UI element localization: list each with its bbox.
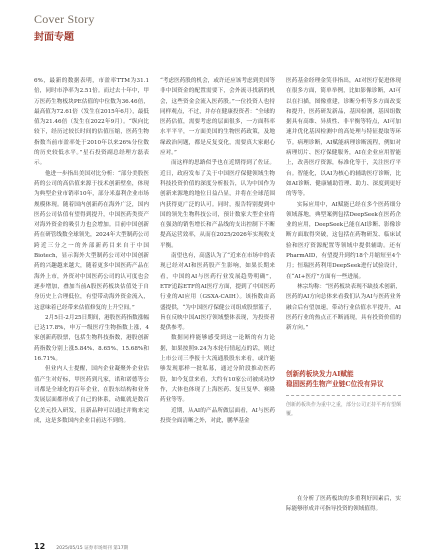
article-paragraph: 医药基金经理金笑非指出，AI对医疗促进体现在很多方面，简单举例，比如影像诊断，AI可以在扫描，图像重建，诊断分析等多方面改变和提升，医药研发新品，基因检测，基因组数据具有高维、异质性、非平衡等特点，AI可加速并优化基因检测中的高处理与特征提取等环节。病理诊断，AI赋能病理诊断流程，例如对病理切片、医疗保健服务，AI在企业应用智能上，改善医疗资源，标准化等于，关注医疗平台。智能化，以AI为核心的辅助医疗诊断，比如AI诊断、健康辅助管理、助力、深度到更好的等等。	[286, 78, 401, 198]
divider	[286, 395, 401, 396]
article-column-3	[286, 76, 401, 368]
article-paragraph: 2月5日-2月25日期间，港股医药指数涨幅已达17.8%，申万一级医疗生物指数上涨，4家创新药股票，包括生物科技指数，港股创新药指数分别上涨5.84%、8.65%、15.68%和16.71%。	[34, 314, 149, 363]
page-number: 12	[34, 542, 46, 551]
article-paragraph: 林宗均称：“医药板块表现不缺技术创新，医药的AI方向总体来看我们认为AI与医药业务融合后有望加速，带动行业估值水平提升，AI医药行业的热点正不断涌现，具有投资价值的新方向。”	[286, 283, 401, 332]
article-paragraph: 南望也有，高盛认为了“近来在市场中的表现已经对AI和医药股产生影响，如果长期来看，中国的AI与医药行业发展趋势明确”，ETF追踪ETF的AI医疗方面，提到了中国医药行业的AI应用（GSXA-CAIH）。该指数由高盛提供，“为中国医疗保健公司组成股票篮子，旨在反映中国AI医疗领域整体表现，为投资者提供参考。	[160, 253, 275, 332]
section-header	[34, 12, 95, 43]
pull-quote-note: 创新药板块作为重中之重，部分公司正持平再有望颠覆。	[286, 402, 401, 418]
article-paragraph: 近期，从AI的产品所做层面看，AI与医药投资全面清晰之外，对此，鹏华基金	[160, 407, 275, 424]
article-paragraph: 但业内人士提醒，国内企业凝聚外企业估值产生对好标，甲医药到凡家，诺和诺德等公司都是全球化的百年企业，在股东结构和业务发展层面都形成了自己的体系，动辄就是数百亿美元投入研发，且新品种可以通过并购来完成，这是多数国内企业目前达不到的。	[34, 366, 149, 424]
article-paragraph: 数据同样能够感受到这一论断的有力论据，如果按照9.24为本轮行情起点的话，则过上市公司三季报十大流通股股东来看，或许能够发现那样一批私募，通过分阶段推动医药股，如今复盘来看，大约有10家公司被成功炒作，大体也体现了上海医药、复旦复华、赛隆药业等等。	[160, 335, 275, 404]
article-paragraph: 而这样的思路似乎也在近期得到了佐证。近日，政府发布了关于中国医疗保健领域生物科技投资价值的深度分析报告，认为中国作为创新来源地的地位日益凸显，并将在全球范围内获得更广泛的认可。同时，报告特别提到中国的领先生物科技公司，预计数家大型企业将在强劲的销售增长和产品线的支出控制下不断提高运营效率，从而在2025/2026年实现收支平衡。	[160, 160, 275, 249]
article-column-1	[34, 76, 149, 426]
article-paragraph: 在分析了医药板块的多重利好因素后，实际能够形成并可指导投资的领域值得。	[286, 496, 401, 513]
page-footer	[34, 534, 128, 553]
article-column-2	[160, 76, 275, 426]
pull-quote-line-1: 创新药板块发力AI赋能	[286, 370, 354, 378]
pull-quote	[286, 369, 401, 420]
article-paragraph: “考虑医药股的机会，或许还应该考虑到美国等非中国资金的配置需要下，会外流寻找新的机会，这些资金会流入医药股。”一位投资人也持同样观点，不过，并存在健康投资者：“全球的医药估值，需要考虑的层面很多，一方面科率水平平平，一方面美国的生物医药政策，及地缘政治问题，都是反复变化，需要真大家耐心应对。”	[160, 78, 275, 157]
pull-quote-line-2: 稳固医药生物产业链C位没有异议	[286, 380, 384, 388]
article-paragraph: 6%，最新的数据表明，市盈率TTM为31.1倍，同时市净率为2.51倍。而过去十年中，甲万医药生物板块PE估值的中位数为36.46倍，最高值为72.61倍（发生在2015年6月），最低值为21.46倍（发生在2022年9月）。“纵向比较下，经历过较长时间的估值压缩，医药生物指数当前市盈率处于2010年以来26%分位数的历史较低水平。”星石投资副总经理方磊表示。	[34, 78, 149, 167]
article-paragraph: 他进一步指出美国对比分析：“部分美股医药的公司的高估值来源于技术创新壁垒，体现为典型企业市销率10年，部分米嘉利企业市场规模体现。随着国内创新药在海外广泛，国内医药公司估值有望得到提升，中国医药类资产对海外资金的吸引力也会增加。目前中国创新药在研管线数全球领先，2024年大型制药公司跨近三分之一的外部新药目来自于中国Biotech，显示海外大型制药公司对中国创新药的兴趣越来越大，随着更多中国医药产品在海外上市，外资对中国医药公司的认可度也会逐步增加，叠加当前A股医药板块估值处于自身历史上合理低位，有望带动海外资金流入，这意味着已经带来估值修复的上升空间。”	[34, 170, 149, 311]
article-paragraph: 实际应用中，AI赋能已经在多个医药细分领域落地，典型案例包括DeepSeek在医药企业的应用，DeepSeek已能在AI诊断、影像诊断方面取得突破，这包括在药物研发、临床试验和医疗资源配置等领域中提供辅助。还有PharmAID，有望提升到约18个月缩短至4个月；恒瑞医药利用DeepSeek进行试验设计，在“AI+医疗”方面有一些进展。	[286, 201, 401, 280]
article-column-3-bottom	[286, 494, 401, 515]
footer-info: 2025/05/15 证券市场周刊 第17期	[56, 546, 129, 551]
section-title-zh: 封面专题	[34, 32, 74, 43]
section-title-en: Cover Story	[34, 12, 95, 26]
